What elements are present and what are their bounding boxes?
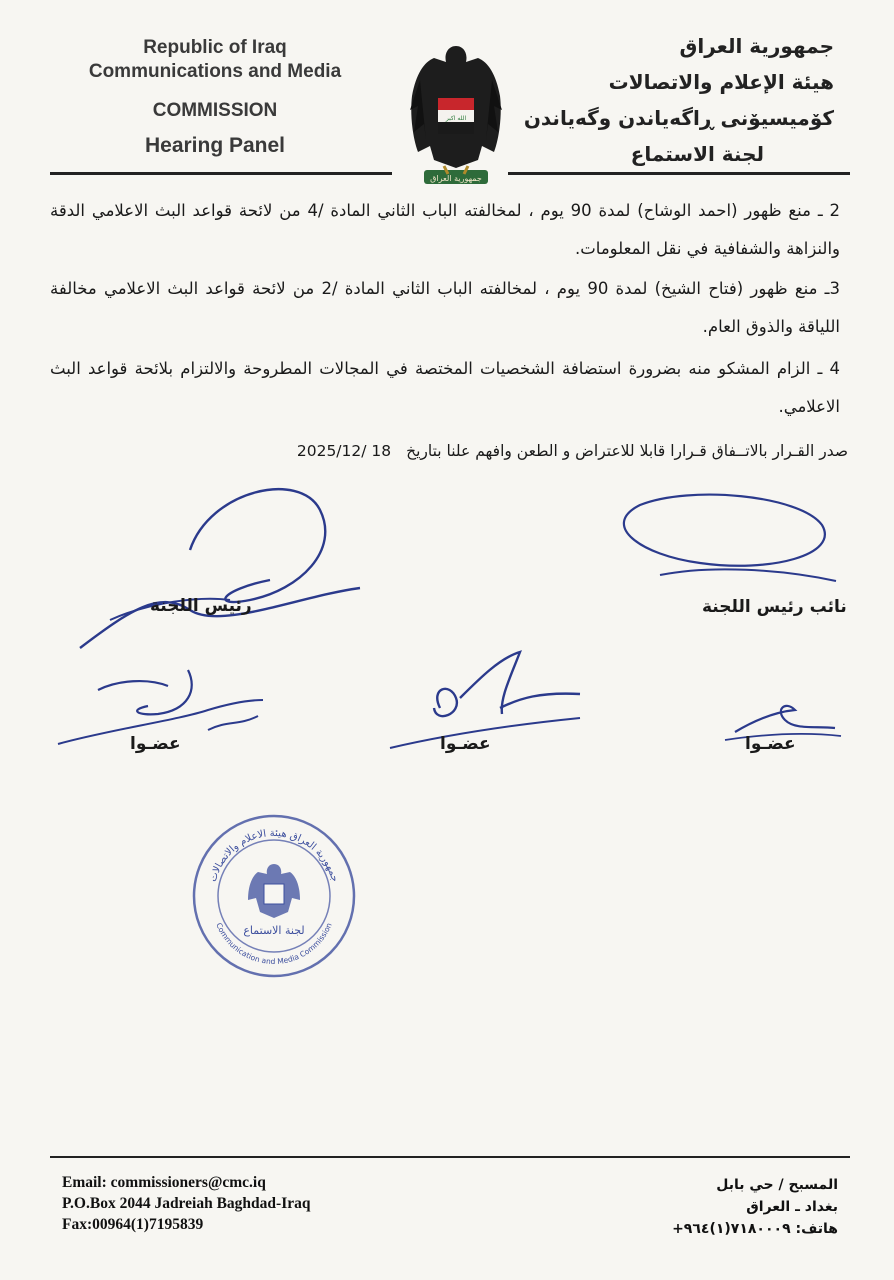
- commission-seal-icon: [190, 812, 358, 980]
- footer-pobox: P.O.Box 2044 Jadreiah Baghdad-Iraq: [62, 1195, 311, 1212]
- seal-bottom-text: Communication and Media Commission: [214, 921, 334, 967]
- header-rule-left: [50, 172, 392, 175]
- svg-text:الله اكبر: الله اكبر: [445, 115, 467, 122]
- decision-item-4: 4 ـ الزام المشكو منه بضرورة استضافة الشخصيات المختصة في المجالات المطروحة والالتزام بلائحة قواعد البث الاعلامي.: [50, 359, 840, 416]
- decision-date: 2025/12/ 18: [296, 442, 392, 460]
- seal-center-text: لجنة الاستماع: [243, 924, 305, 937]
- vice-chair-label: نائب رئيس اللجنة: [702, 597, 847, 617]
- header-commission-ar: هيئة الإعلام والاتصالات: [608, 70, 834, 94]
- member-label-right: عضـوا: [745, 734, 796, 754]
- vice-chair-signature-icon: [600, 485, 840, 605]
- header-panel-name: Hearing Panel: [144, 134, 286, 157]
- header-panel-ar: لجنة الاستماع: [630, 142, 764, 166]
- header-commission-ku: كۆمیسیۆنی ڕاگەیاندن وگەیاندن: [523, 106, 834, 130]
- decision-text: صدر القـرار بالاتــفاق قـرارا قابلا للاعتراض و الطعن وافهم علنا بتاريخ: [406, 442, 848, 460]
- footer-rule: [50, 1156, 850, 1158]
- header-rule-right: [508, 172, 850, 175]
- chair-signature-icon: [70, 470, 370, 660]
- footer-contact-ar: [672, 1174, 838, 1240]
- decision-item-3: 3ـ منع ظهور (فتاح الشيخ) لمدة 90 يوم ، لمخالفته الباب الثاني المادة /2 من لائحة قواعد البث الاعلامي مخالفة اللياقة والذوق العام.: [50, 279, 840, 336]
- header-commission-name: Communications and Media: [88, 61, 342, 82]
- footer-phone-ar: هاتف: ٧١٨٠٠٠٩(١)٩٦٤+: [672, 1221, 838, 1237]
- iraq-eagle-emblem-icon: [404, 40, 508, 188]
- footer-fax: Fax:00964(1)7195839: [62, 1216, 204, 1233]
- footer-address-ar-2: بغداد ـ العراق: [746, 1199, 838, 1215]
- member-label-left: عضـوا: [130, 734, 181, 754]
- header-commission-word: COMMISSION: [152, 100, 278, 121]
- footer-email: Email: commissioners@cmc.iq: [62, 1174, 266, 1191]
- emblem-banner-text: جمهورية العراق: [430, 174, 482, 183]
- english-header: [60, 36, 370, 159]
- chair-label: رئيس اللجنة: [150, 596, 252, 616]
- footer-contact-en: [62, 1172, 310, 1235]
- member-label-center: عضـوا: [440, 734, 491, 754]
- arabic-header: [494, 28, 834, 172]
- seal-top-text: جمهورية العراق هيئة الاعلام والاتصالات: [207, 827, 341, 884]
- header-country: Republic of Iraq: [143, 37, 287, 58]
- header-country-ar: جمهورية العراق: [679, 34, 834, 58]
- decision-statement: [48, 436, 848, 466]
- decision-item-2: 2 ـ منع ظهور (احمد الوشاح) لمدة 90 يوم ، لمخالفته الباب الثاني المادة /4 من لائحة قواعد البث الاعلامي الدقة والنزاهة والشفافية في نقل المعلومات.: [50, 201, 840, 258]
- footer-address-ar-1: المسبح / حي بابل: [716, 1177, 838, 1193]
